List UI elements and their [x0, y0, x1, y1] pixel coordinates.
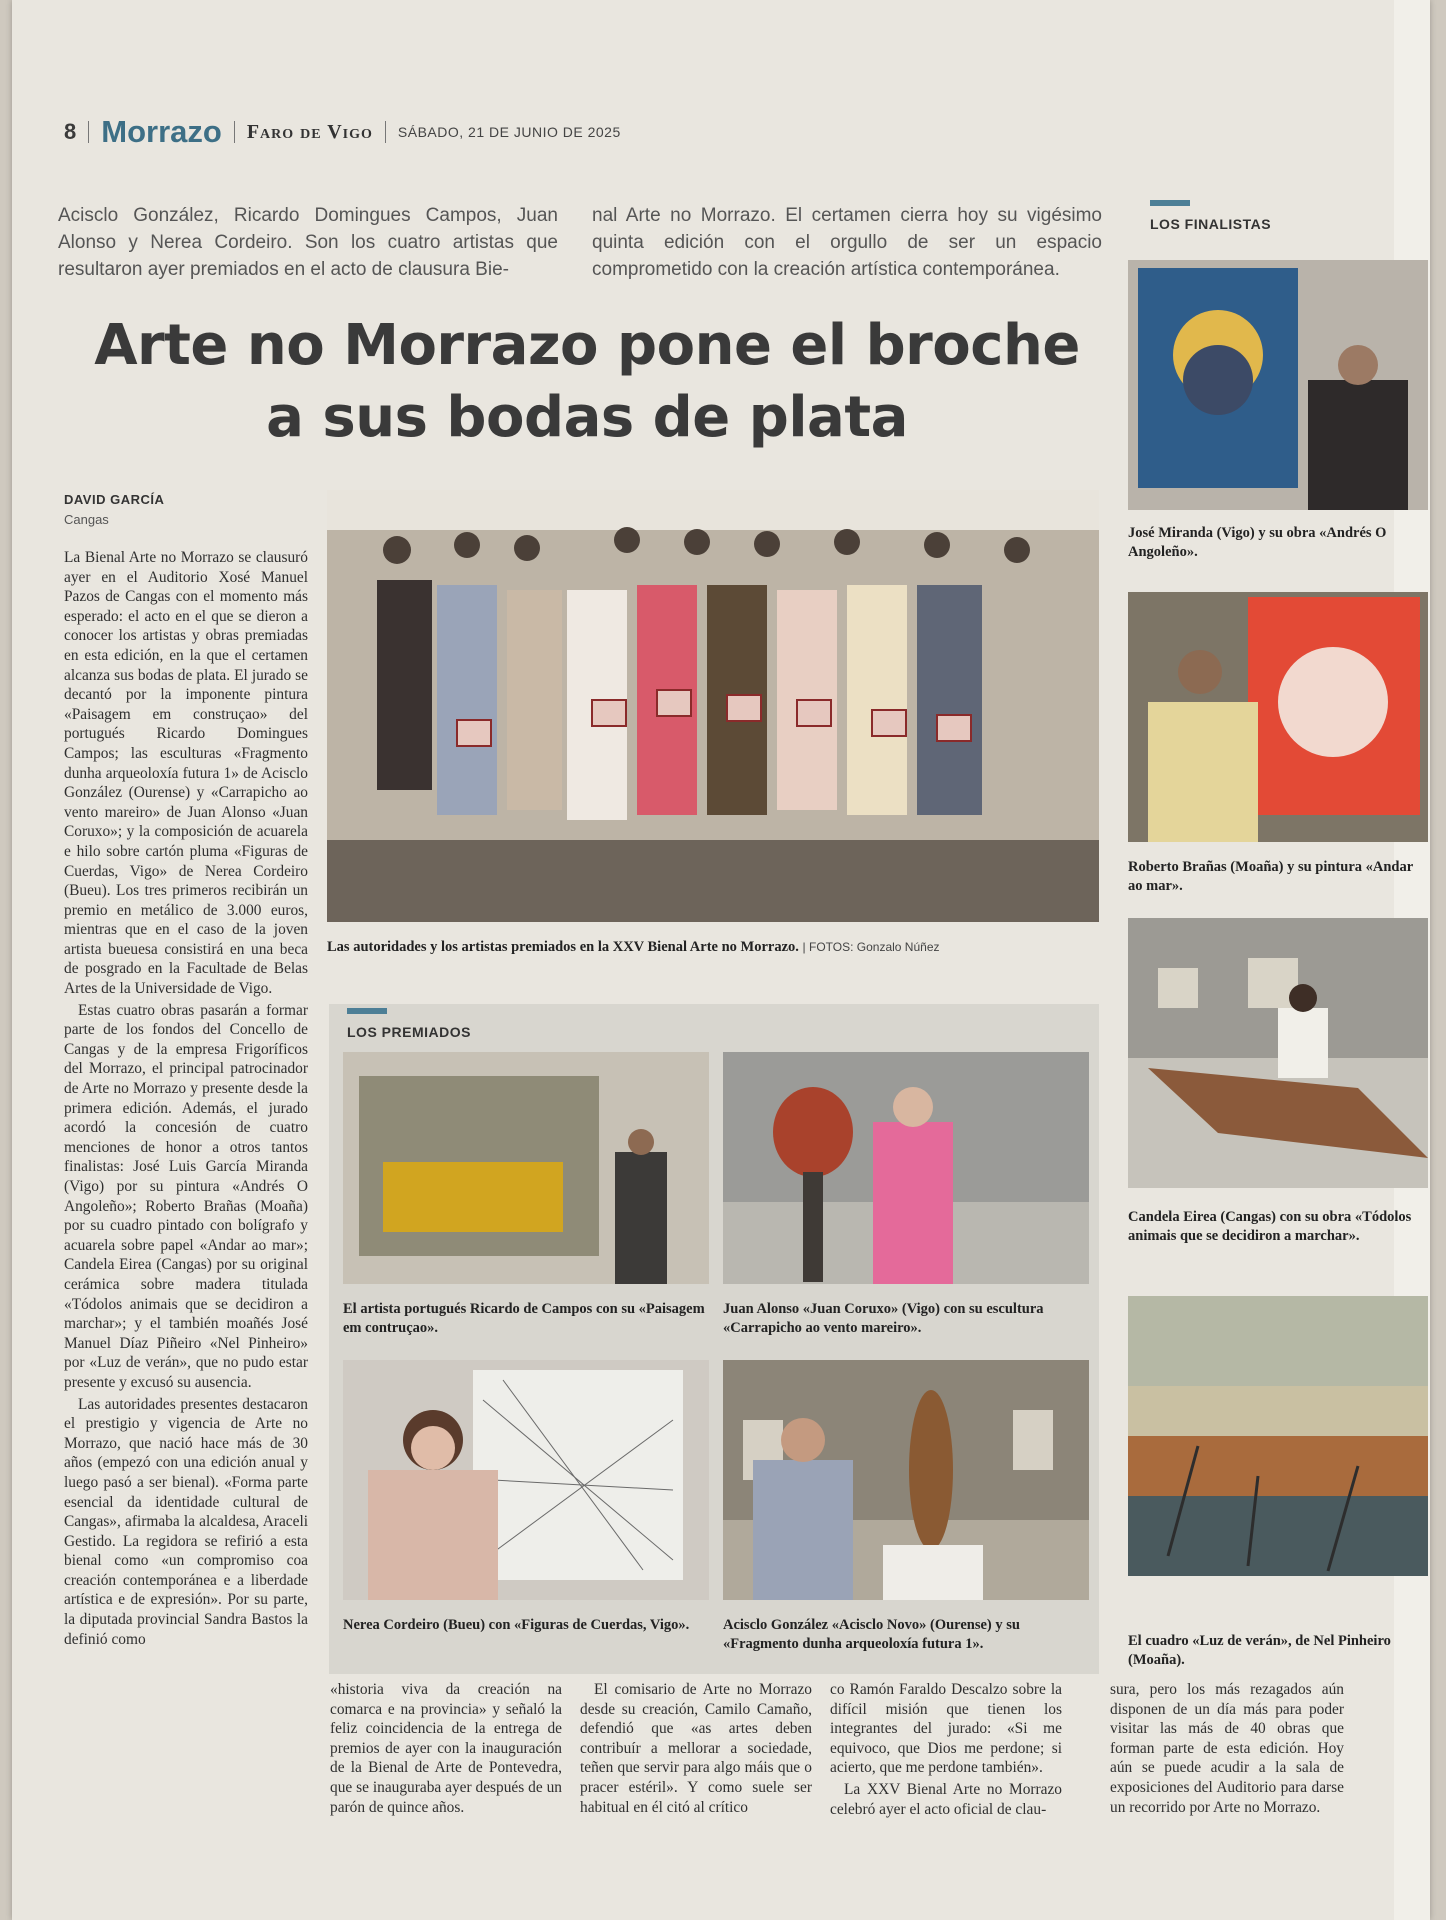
- paragraph: sura, pero los más rezagados aún disponen de un día más para poder visitar las más de 40 obras que forman parte de esta edición. Hoy aún se puede acudir a la sala de exposiciones del Auditorio para darse un recorrido por Arte no Morrazo.: [1110, 1681, 1344, 1816]
- paragraph: Las autoridades presentes destacaron el prestigio y vigencia de Arte no Morrazo, que nació hace más de 30 años (empezó con una edición anual y luego pasó a ser bienal). «Forma parte esencial da identidade cultural de Cangas», afirmaba la alcaldesa, Araceli Gestido. La regidora se refirió a esta bienal como «un compromiso coa creación contemporánea e a liberdade artística e de expresión». Por su parte, la diputada provincial Sandra Bastos la definió como: [64, 1395, 308, 1648]
- premiado-photo-1: [343, 1052, 709, 1284]
- headline: [72, 310, 1102, 454]
- paragraph: «historia viva da creación na comarca e na provincia» y señaló la feliz coincidencia de la entrega de premios de ayer con la inauguración de la Bienal de Arte de Pontevedra, que se inauguraba ayer después de un parón de quince años.: [330, 1681, 562, 1816]
- group-photo-image: [327, 490, 1099, 922]
- main-photo-caption-text: Las autoridades y los artistas premiados en la XXV Bienal Arte no Morrazo.: [327, 939, 799, 955]
- header-divider: [234, 121, 235, 143]
- finalista-photo-4: [1128, 1296, 1428, 1576]
- lead-text-right: nal Arte no Morrazo. El certamen cierra hoy su vigésimo quinta edición con el orgullo de ser un espacio comprometido con la creación artística contemporánea.: [592, 205, 1102, 280]
- photo-image: [1128, 1296, 1428, 1576]
- finalista-caption-3: Candela Eirea (Cangas) con su obra «Tódolos animais que se decidiron a marchar».: [1128, 1209, 1412, 1244]
- photo-image: [1128, 592, 1428, 842]
- paragraph: La XXV Bienal Arte no Morrazo celebró ayer el acto oficial de clau-: [830, 1780, 1062, 1818]
- section-tag: [347, 1008, 387, 1014]
- premiado-photo-4: [723, 1360, 1089, 1600]
- section-name: Morrazo: [101, 114, 222, 149]
- premiado-caption-3: Nerea Cordeiro (Bueu) con «Figuras de Cuerdas, Vigo».: [343, 1617, 690, 1633]
- finalista-caption-1: José Miranda (Vigo) y su obra «Andrés O Angoleño».: [1128, 525, 1387, 560]
- finalista-photo-3: [1128, 918, 1428, 1188]
- photo-image: [1128, 260, 1428, 510]
- finalista-photo-1: [1128, 260, 1428, 510]
- headline-line-2: a sus bodas de plata: [266, 385, 908, 450]
- issue-date: SÁBADO, 21 DE JUNIO DE 2025: [397, 124, 621, 140]
- newspaper-name: Faro de Vigo: [246, 120, 373, 143]
- page-header: [64, 112, 621, 152]
- page-number: 8: [64, 119, 77, 144]
- premiado-caption-2: Juan Alonso «Juan Coruxo» (Vigo) con su escultura «Carrapicho ao vento mareiro».: [723, 1301, 1044, 1336]
- premiado-caption-1: El artista portugués Ricardo de Campos con su «Paisagem em contruçao».: [343, 1301, 705, 1336]
- finalista-photo-2: [1128, 592, 1428, 842]
- paragraph: La Bienal Arte no Morrazo se clausuró ayer en el Auditorio Xosé Manuel Pazos de Cangas con el momento más esperado: el acto en el que se dieron a conocer los artistas y obras premiadas en esta edición, en la que el certamen alcanza sus bodas de plata. El jurado se decantó por la imponente pintura «Paisagem em construçao» del portugués Ricardo Domingues Campos; las esculturas «Fragmento dunha arqueoloxía futura 1» de Acisclo González (Ourense) y «Carrapicho ao vento mareiro» de Juan Alonso «Juan Coruxo»; y la composición de acuarela e hilo sobre cartón pluma «Figuras de Cuerdas, Vigo» de Nerea Cordeiro (Bueu). Los tres primeros recibirán un premio en metálico de 3.000 euros, mientras que en el caso de la joven artista bueuesa consistirá en una beca de posgrado en la Facultade de Belas Artes de la Universidade de Vigo.: [64, 549, 308, 998]
- article-column-4: [830, 1680, 1062, 1821]
- finalista-caption-2: Roberto Brañas (Moaña) y su pintura «Andar ao mar».: [1128, 859, 1413, 894]
- newspaper-page: [12, 0, 1430, 1920]
- finalista-caption-4: El cuadro «Luz de verán», de Nel Pinheiro (Moaña).: [1128, 1633, 1391, 1668]
- article-column-2: [330, 1680, 562, 1819]
- photo-image: [723, 1360, 1089, 1600]
- header-divider: [385, 121, 386, 143]
- headline-line-1: Arte no Morrazo pone el broche: [94, 313, 1080, 378]
- photo-credit: | FOTOS: Gonzalo Núñez: [802, 940, 940, 954]
- finalistas-title: LOS FINALISTAS: [1150, 216, 1272, 232]
- byline-author: DAVID GARCÍA: [64, 492, 165, 507]
- lead-text-left: Acisclo González, Ricardo Domingues Campos, Juan Alonso y Nerea Cordeiro. Son los cuatro artistas que resultaron ayer premiados en el acto de clausura Bie-: [58, 205, 558, 280]
- premiado-photo-2: [723, 1052, 1089, 1284]
- photo-image: [1128, 918, 1428, 1188]
- main-photo-caption: [327, 938, 1099, 957]
- premiado-caption-4: Acisclo González «Acisclo Novo» (Ourense) y su «Fragmento dunha arqueoloxía futura 1».: [723, 1617, 1020, 1652]
- photo-image: [343, 1360, 709, 1600]
- paragraph: co Ramón Faraldo Descalzo sobre la difícil misión que tienen los integrantes del jurado: «Si me equivoco, que Dios me perdone; si acierto, que me perdone también».: [830, 1681, 1062, 1777]
- section-tag: [1150, 200, 1190, 206]
- premiado-photo-3: [343, 1360, 709, 1600]
- premiados-box: [329, 1004, 1099, 1674]
- article-column-5: [1110, 1680, 1344, 1819]
- article-column-3: [580, 1680, 812, 1819]
- photo-image: [723, 1052, 1089, 1284]
- paragraph: Estas cuatro obras pasarán a formar parte de los fondos del Concello de Cangas y de la empresa Frigoríficos del Morrazo, el principal patrocinador de Arte no Morrazo y presente desde la primera edición. Además, el jurado acordó la concesión de cuatro menciones de honor a otros tantos finalistas: José Luis García Miranda (Vigo) por su pintura «Andrés O Angoleño»; Roberto Brañas (Moaña) por su cuadro pintado con bolígrafo y acuarela sobre papel «Andar ao mar»; Candela Eirea (Cangas) por su original cerámica sobre madera titulada «Tódolos animais que se decidiron a marchar»; y el también moañés José Manuel Díaz Piñeiro «Nel Pinheiro» por «Luz de verán», que no pudo estar presente y excusó su ausencia.: [64, 1001, 308, 1391]
- header-divider: [88, 121, 89, 143]
- photo-image: [343, 1052, 709, 1284]
- article-column-1: [64, 548, 308, 1828]
- paragraph: El comisario de Arte no Morrazo desde su creación, Camilo Camaño, defendió que «as artes deben contribuír a mellorar a sociedade, teñen que servir para algo máis que o pracer estéril». Y como suele ser habitual en él citó al crítico: [580, 1681, 812, 1816]
- main-group-photo: [327, 490, 1099, 922]
- byline-place: Cangas: [64, 512, 109, 527]
- premiados-title: LOS PREMIADOS: [347, 1024, 471, 1040]
